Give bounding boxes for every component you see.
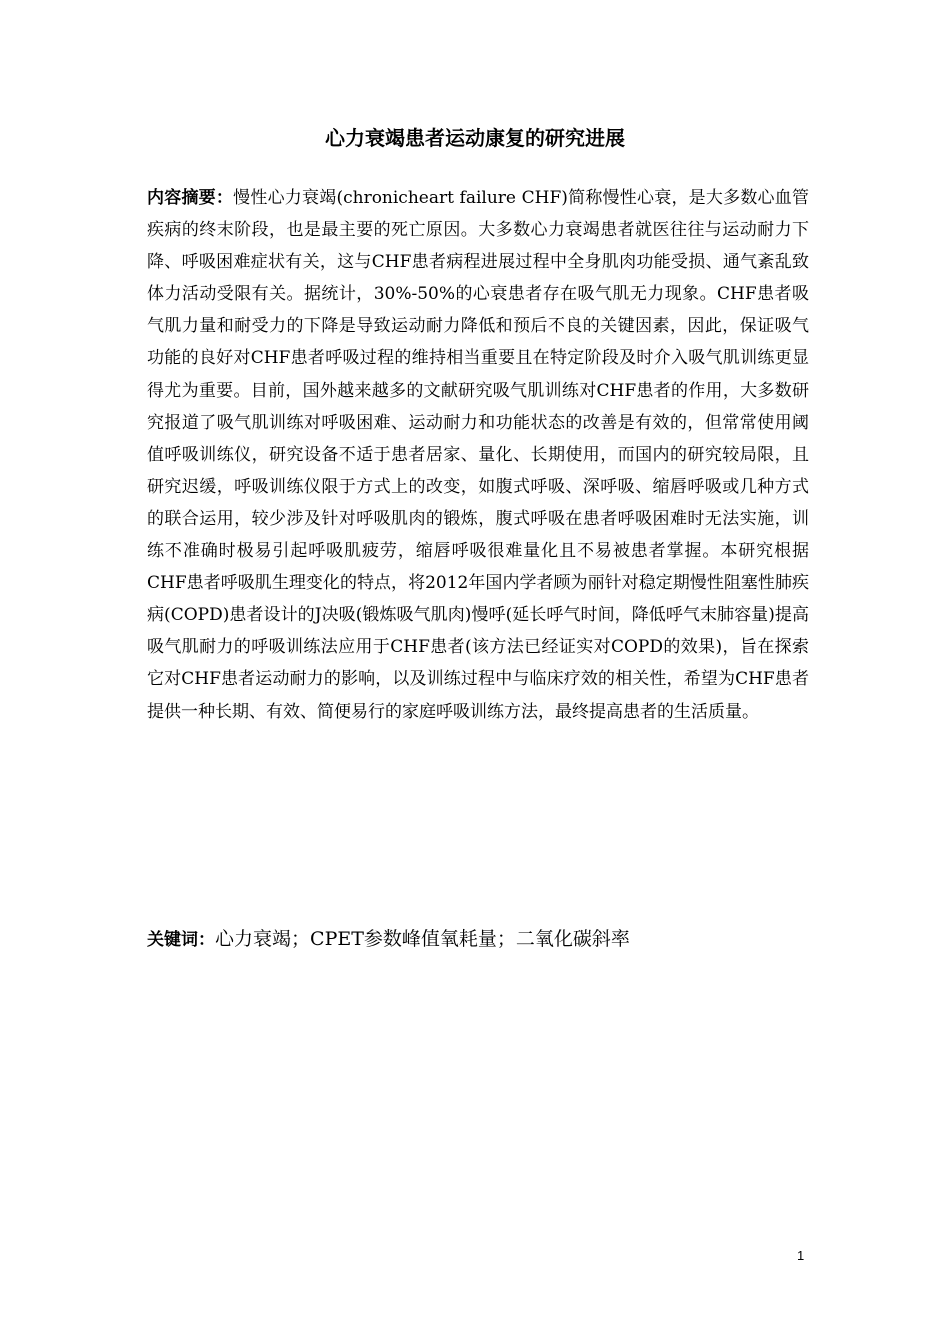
document-title: 心力衰竭患者运动康复的研究进展 — [325, 126, 625, 150]
keyword-separator: ； — [291, 928, 311, 950]
keywords-line — [147, 924, 809, 955]
keyword-item: 心力衰竭 — [215, 928, 292, 950]
page-number: 1 — [797, 1248, 805, 1263]
keyword-item: 二氧化碳斜率 — [515, 928, 630, 950]
keyword-separator: ； — [496, 928, 516, 950]
abstract-paragraph — [147, 182, 809, 728]
keyword-item: CPET参数峰值氧耗量 — [310, 928, 497, 950]
abstract-text: 慢性心力衰竭(chronicheart failure CHF)简称慢性心衰，是大多数心血管疾病的终末阶段，也是最主要的死亡原因。大多数心力衰竭患者就医往往与运动耐力下降、呼吸困难症状有关，这与CHF患者病程进展过程中全身肌肉功能受损、通气紊乱致体力活动受限有关。据统计，30%-50%的心衰患者存在吸气肌无力现象。CHF患者吸气肌力量和耐受力的下降是导致运动耐力降低和预后不良的关键因素，因此，保证吸气功能的良好对CHF患者呼吸过程的维持相当重要且在特定阶段及时介入吸气肌训练更显得尤为重要。目前，国外越来越多的文献研究吸气肌训练对CHF患者的作用，大多数研究报道了吸气肌训练对呼吸困难、运动耐力和功能状态的改善是有效的，但常常使用阈值呼吸训练仪，研究设备不适于患者居家、量化、长期使用，而国内的研究较局限，且研究迟缓，呼吸训练仪限于方式上的改变，如腹式呼吸、深呼吸、缩唇呼吸或几种方式的联合运用，较少涉及针对呼吸肌肉的锻炼，腹式呼吸在患者呼吸困难时无法实施，训练不准确时极易引起呼吸肌疲劳，缩唇呼吸很难量化且不易被患者掌握。本研究根据CHF患者呼吸肌生理变化的特点，将2012年国内学者顾为丽针对稳定期慢性阻塞性肺疾病(COPD)患者设计的J决吸(锻炼吸气肌肉)慢呼(延长呼气时间，降低呼气末肺容量)提高吸气肌耐力的呼吸训练法应用于CHF患者(该方法已经证实对COPD的效果)，旨在探索它对CHF患者运动耐力的影响，以及训练过程中与临床疗效的相关性，希望为CHF患者提供一种长期、有效、简便易行的家庭呼吸训练方法，最终提高患者的生活质量。 — [147, 188, 810, 722]
keywords-label: 关键词： — [147, 930, 215, 950]
abstract-label: 内容摘要： — [147, 188, 234, 208]
